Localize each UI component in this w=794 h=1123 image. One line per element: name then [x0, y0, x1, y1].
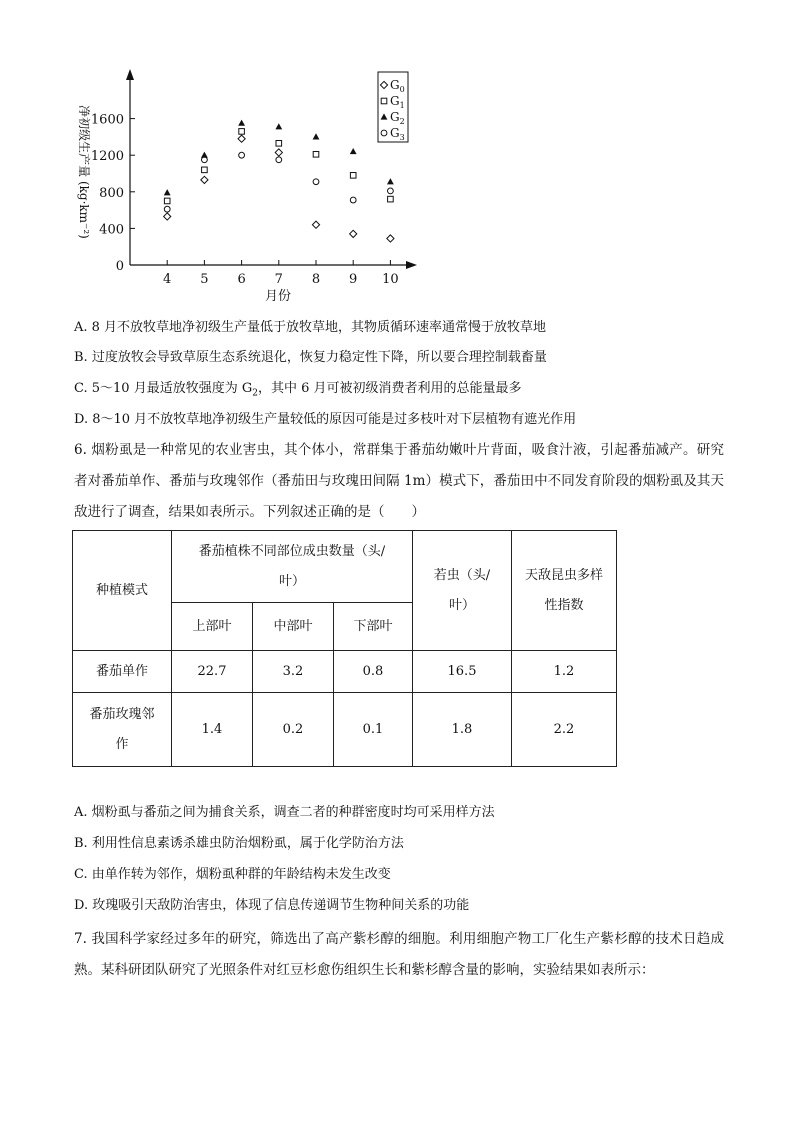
row-nymph: 16.5 [413, 651, 512, 693]
y-axis-arrow [126, 69, 134, 80]
q5-option-c-subscript: 2 [252, 388, 258, 399]
q6-option-b[interactable]: B. 利用性信息素诱杀雄虫防治烟粉虱，属于化学防治方法 [74, 836, 404, 851]
legend-label: $G_3$ [390, 126, 405, 142]
header-middle-leaf: 中部叶 [253, 603, 334, 651]
data-point-triangle [313, 133, 320, 139]
data-point-triangle [350, 148, 357, 154]
row-upper: 22.7 [172, 651, 253, 693]
data-point-triangle [238, 120, 245, 126]
q6-stem: 6. 烟粉虱是一种常见的农业害虫，其个体小，常群集于番茄幼嫩叶片背面，吸食汁液，引起番茄减产。研究者对番茄单作、番茄与玫瑰邻作（番茄田与玫瑰田间隔 1m）模式下，番茄田中不同发育阶段的烟粉虱及其天敌进行了调查，结果如表所示。下列叙述正确的是（ ） [74, 442, 724, 520]
x-tick-label: 7 [274, 272, 283, 287]
row-mode: 番茄单作 [73, 651, 172, 693]
data-point-diamond [238, 135, 245, 142]
data-point-circle [350, 197, 356, 203]
x-tick-label: 9 [349, 272, 358, 287]
x-axis-label: 月份 [264, 289, 292, 304]
header-planting-mode: 种植模式 [73, 531, 172, 651]
npp-scatter-chart [60, 62, 430, 307]
data-point-diamond [201, 176, 208, 183]
header-adult-count: 番茄植株不同部位成虫数量（头/叶） [172, 531, 413, 603]
row-lower: 0.8 [334, 651, 413, 693]
q7-stem: 7. 我国科学家经过多年的研究，筛选出了高产紫杉醇的细胞。利用细胞产物工厂化生产紫杉醇的技术日趋成熟。某科研团队研究了光照条件对红豆杉愈伤组织生长和紫杉醇含量的影响，实验结果如表所示： [74, 931, 724, 978]
chart-axes [77, 69, 417, 304]
row-lower: 0.1 [334, 693, 413, 767]
data-point-diamond [275, 149, 282, 156]
q6-table [72, 530, 617, 767]
data-point-triangle [387, 178, 394, 184]
row-mode: 番茄玫瑰邻作 [73, 693, 172, 767]
legend-label: $G_0$ [390, 78, 405, 94]
y-tick-label: 0 [115, 259, 124, 274]
q5-option-c[interactable] [74, 379, 522, 404]
data-point-diamond [312, 221, 319, 228]
data-point-square [164, 198, 170, 204]
row-diversity: 1.2 [512, 651, 617, 693]
data-point-triangle [275, 123, 282, 129]
row-diversity: 2.2 [512, 693, 617, 767]
y-tick-label: 1200 [90, 149, 124, 165]
legend-label: $G_1$ [390, 94, 405, 110]
q5-option-c-text-rest: ，其中 6 月可被初级消费者利用的总能量最多 [257, 381, 522, 396]
q5-option-c-text: C. 5～10 月最适放牧强度为 G [74, 381, 253, 396]
data-point-diamond [387, 235, 394, 242]
data-point-diamond [164, 213, 171, 220]
data-point-circle [164, 206, 170, 212]
y-tick-label: 800 [99, 185, 124, 201]
data-point-square [239, 129, 245, 135]
chart-legend [378, 72, 408, 142]
x-tick-label: 5 [200, 272, 209, 287]
table-row [73, 693, 617, 767]
row-middle: 3.2 [253, 651, 334, 693]
data-point-triangle [164, 189, 171, 195]
y-tick-label: 400 [99, 222, 124, 238]
data-point-circle [276, 157, 282, 163]
x-tick-label: 4 [163, 272, 172, 287]
header-upper-leaf: 上部叶 [172, 603, 253, 651]
header-diversity-index: 天敌昆虫多样性指数 [512, 531, 617, 651]
row-nymph: 1.8 [413, 693, 512, 767]
table-row [73, 651, 617, 693]
data-point-circle [313, 179, 319, 185]
q5-option-b[interactable]: B. 过度放牧会导致草原生态系统退化，恢复力稳定性下降，所以要合理控制载畜量 [74, 350, 547, 365]
q5-option-a[interactable]: A. 8 月不放牧草地净初级生产量低于放牧草地，其物质循环速率通常慢于放牧草地 [74, 320, 547, 335]
data-point-circle [388, 188, 394, 194]
row-upper: 1.4 [172, 693, 253, 767]
y-tick-label: 1600 [90, 112, 124, 128]
x-axis-arrow [406, 261, 417, 269]
q6-option-d[interactable]: D. 玫瑰吸引天敌防治害虫，体现了信息传递调节生物种间关系的功能 [74, 898, 470, 913]
data-point-circle [239, 152, 245, 158]
x-tick-label: 10 [382, 272, 399, 287]
x-tick-label: 8 [311, 272, 321, 287]
data-point-square [388, 196, 394, 202]
y-axis-label: 净初级生产量 (kg·km⁻²) [77, 105, 91, 239]
row-middle: 0.2 [253, 693, 334, 767]
q5-option-d[interactable]: D. 8～10 月不放牧草地净初级生产量较低的原因可能是过多枝叶对下层植物有遮光作用 [74, 412, 577, 427]
data-point-diamond [350, 230, 357, 237]
legend-label: $G_2$ [390, 110, 405, 126]
data-point-square [202, 167, 208, 173]
q6-option-c[interactable]: C. 由单作转为邻作，烟粉虱种群的年龄结构未发生改变 [74, 867, 391, 882]
header-lower-leaf: 下部叶 [334, 603, 413, 651]
q6-option-a[interactable]: A. 烟粉虱与番茄之间为捕食关系，调查二者的种群密度时均可采用样方法 [74, 805, 495, 820]
data-point-square [313, 151, 319, 157]
x-tick-label: 6 [237, 272, 246, 287]
header-nymph: 若虫（头/叶） [413, 531, 512, 651]
chart-points [164, 120, 394, 242]
data-point-square [350, 173, 356, 179]
data-point-square [276, 141, 282, 147]
